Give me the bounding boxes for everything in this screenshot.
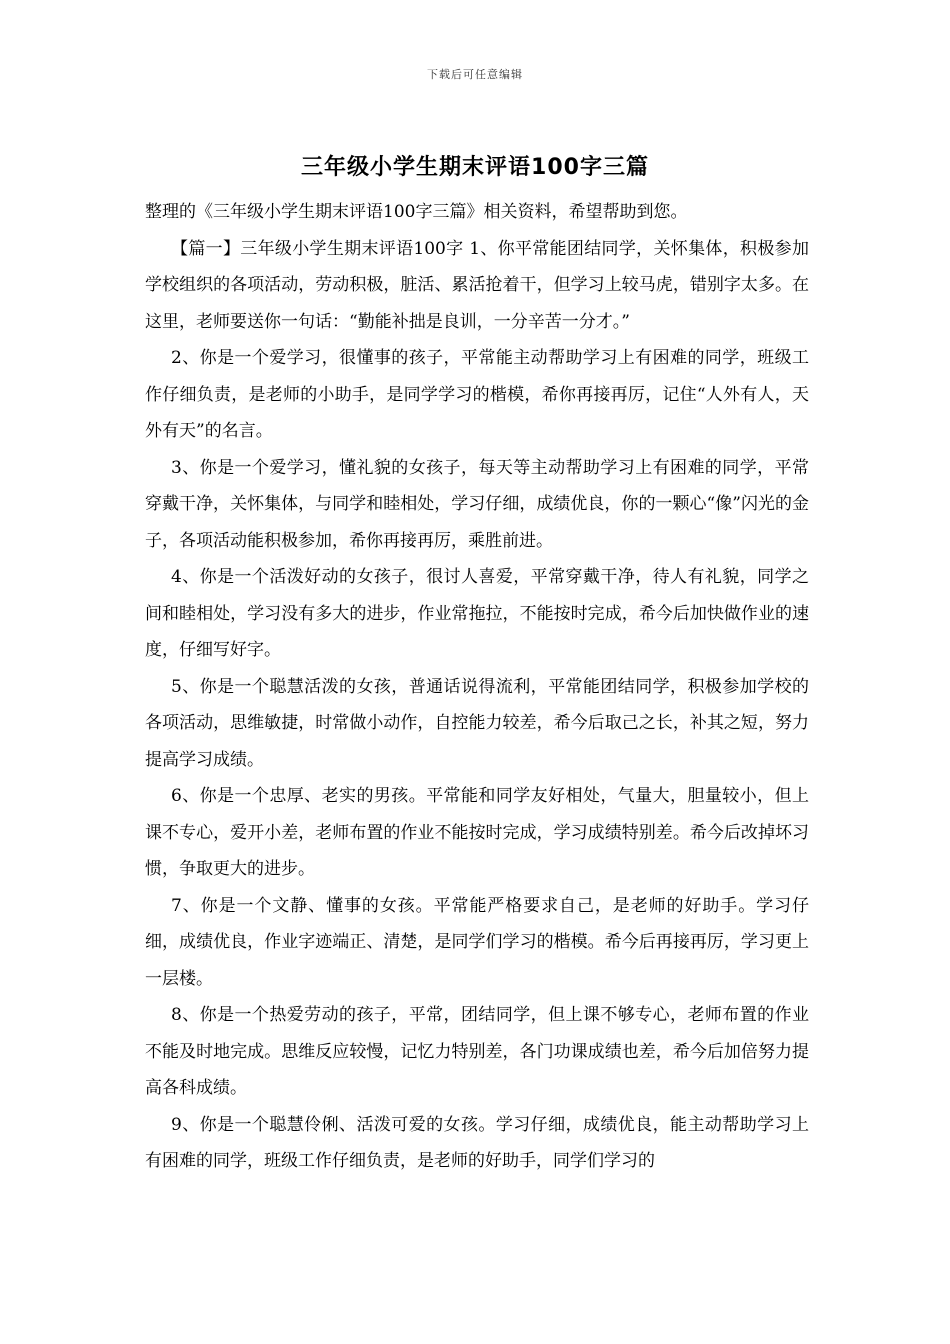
paragraph-2: 2、你是一个爱学习，很懂事的孩子，平常能主动帮助学习上有困难的同学，班级工作仔细负责，是老师的小助手，是同学学习的楷模，希你再接再厉，记住“人外有人，天外有天”的名言。 — [145, 348, 809, 441]
paragraph-7: 7、你是一个文静、懂事的女孩。平常能严格要求自己，是老师的好助手。学习仔细，成绩优良，作业字迹端正、清楚，是同学们学习的楷模。希今后再接再厉，学习更上一层楼。 — [145, 895, 809, 989]
paragraph-5: 5、你是一个聪慧活泼的女孩，普通话说得流利，平常能团结同学，积极参加学校的各项活动，思维敏捷，时常做小动作，自控能力较差，希今后取己之长，补其之短，努力提高学习成绩。 — [145, 676, 809, 770]
header-note: 下载后可任意编辑 — [427, 68, 523, 81]
paragraph-1: 【篇一】三年级小学生期末评语100字 1、你平常能团结同学，关怀集体，积极参加学校组织的各项活动，劳动积极，脏活、累活抢着干，但学习上较马虎，错别字太多。在这里，老师要送你一句话：“勤能补拙是良训，一分辛苦一分才。” — [145, 238, 809, 332]
paragraph-4: 4、你是一个活泼好动的女孩子，很讨人喜爱，平常穿戴干净，待人有礼貌，同学之间和睦相处，学习没有多大的进步，作业常拖拉，不能按时完成，希今后加快做作业的速度，仔细写好字。 — [145, 567, 809, 660]
paragraph-9: 9、你是一个聪慧伶俐、活泼可爱的女孩。学习仔细，成绩优良，能主动帮助学习上有困难的同学，班级工作仔细负责，是老师的好助手，同学们学习的 — [145, 1114, 809, 1171]
intro-paragraph: 整理的《三年级小学生期末评语100字三篇》相关资料，希望帮助到您。 — [145, 202, 688, 222]
paragraph-3: 3、你是一个爱学习，懂礼貌的女孩子，每天等主动帮助学习上有困难的同学，平常穿戴干净，关怀集体，与同学和睦相处，学习仔细，成绩优良，你的一颗心“像”闪光的金子，各项活动能积极参加，希你再接再厉，乘胜前进。 — [145, 457, 809, 551]
paragraph-8: 8、你是一个热爱劳动的孩子，平常，团结同学，但上课不够专心，老师布置的作业不能及时地完成。思维反应较慢，记忆力特别差，各门功课成绩也差，希今后加倍努力提高各科成绩。 — [145, 1005, 809, 1098]
document-body — [145, 194, 809, 1180]
document-title: 三年级小学生期末评语100字三篇 — [301, 155, 649, 180]
paragraph-6: 6、你是一个忠厚、老实的男孩。平常能和同学友好相处，气量大，胆量较小，但上课不专心，爱开小差，老师布置的作业不能按时完成，学习成绩特别差。希今后改掉坏习惯，争取更大的进步。 — [145, 786, 809, 879]
